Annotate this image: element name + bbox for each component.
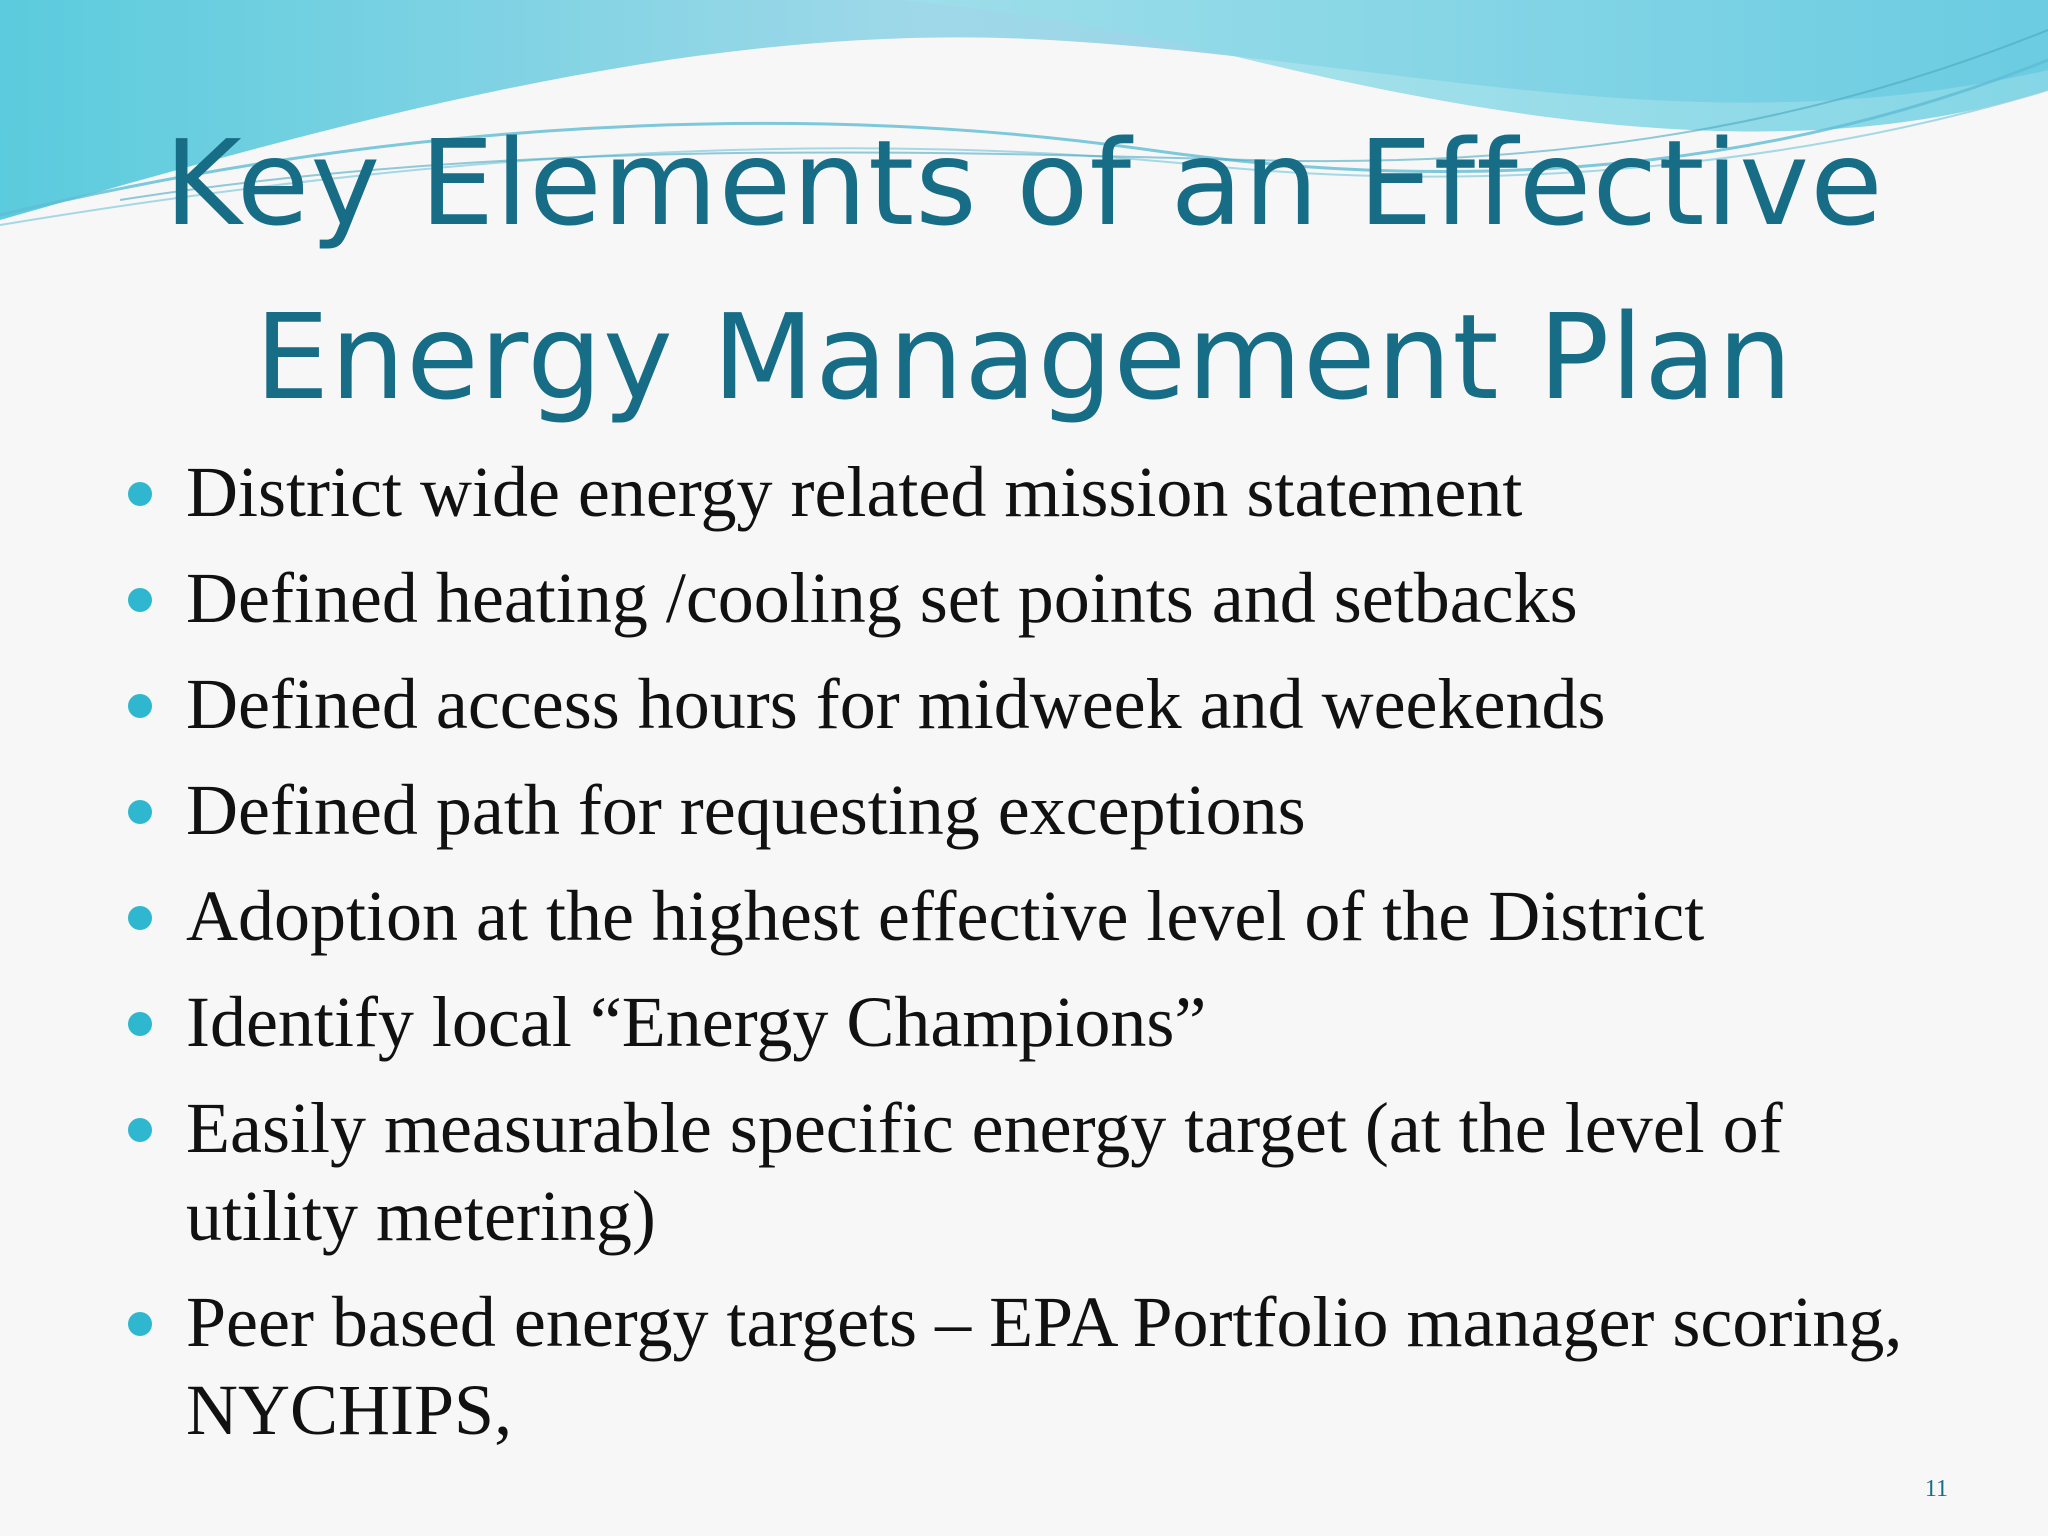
list-item	[128, 978, 1948, 1066]
bullet-text: Adoption at the highest effective level of the District	[186, 876, 1705, 956]
page-number: 11	[1924, 1476, 1948, 1502]
bullet-text: Easily measurable specific energy target (at the level of utility metering)	[186, 1088, 1783, 1256]
list-item	[128, 766, 1948, 854]
title-line-1: Key Elements of an Effective	[164, 114, 1884, 252]
bullet-text: Defined heating /cooling set points and setbacks	[186, 558, 1578, 638]
list-item	[128, 554, 1948, 642]
list-item	[128, 1084, 1948, 1260]
bullet-text: Defined access hours for midweek and weekends	[186, 664, 1606, 744]
list-item	[128, 448, 1948, 536]
slide-title	[0, 96, 2048, 444]
bullet-list	[128, 448, 1948, 1472]
list-item	[128, 660, 1948, 748]
list-item	[128, 1278, 1948, 1454]
title-line-2: Energy Management Plan	[254, 288, 1794, 426]
bullet-text: Identify local “Energy Champions”	[186, 982, 1207, 1062]
bullet-icon	[128, 800, 152, 824]
bullet-icon	[128, 482, 152, 506]
bullet-text: Peer based energy targets – EPA Portfolio manager scoring, NYCHIPS,	[186, 1282, 1903, 1450]
bullet-icon	[128, 588, 152, 612]
bullet-icon	[128, 1012, 152, 1036]
bullet-icon	[128, 1118, 152, 1142]
list-item	[128, 872, 1948, 960]
bullet-icon	[128, 906, 152, 930]
bullet-icon	[128, 1312, 152, 1336]
bullet-text: District wide energy related mission statement	[186, 452, 1523, 532]
bullet-icon	[128, 694, 152, 718]
bullet-text: Defined path for requesting exceptions	[186, 770, 1306, 850]
